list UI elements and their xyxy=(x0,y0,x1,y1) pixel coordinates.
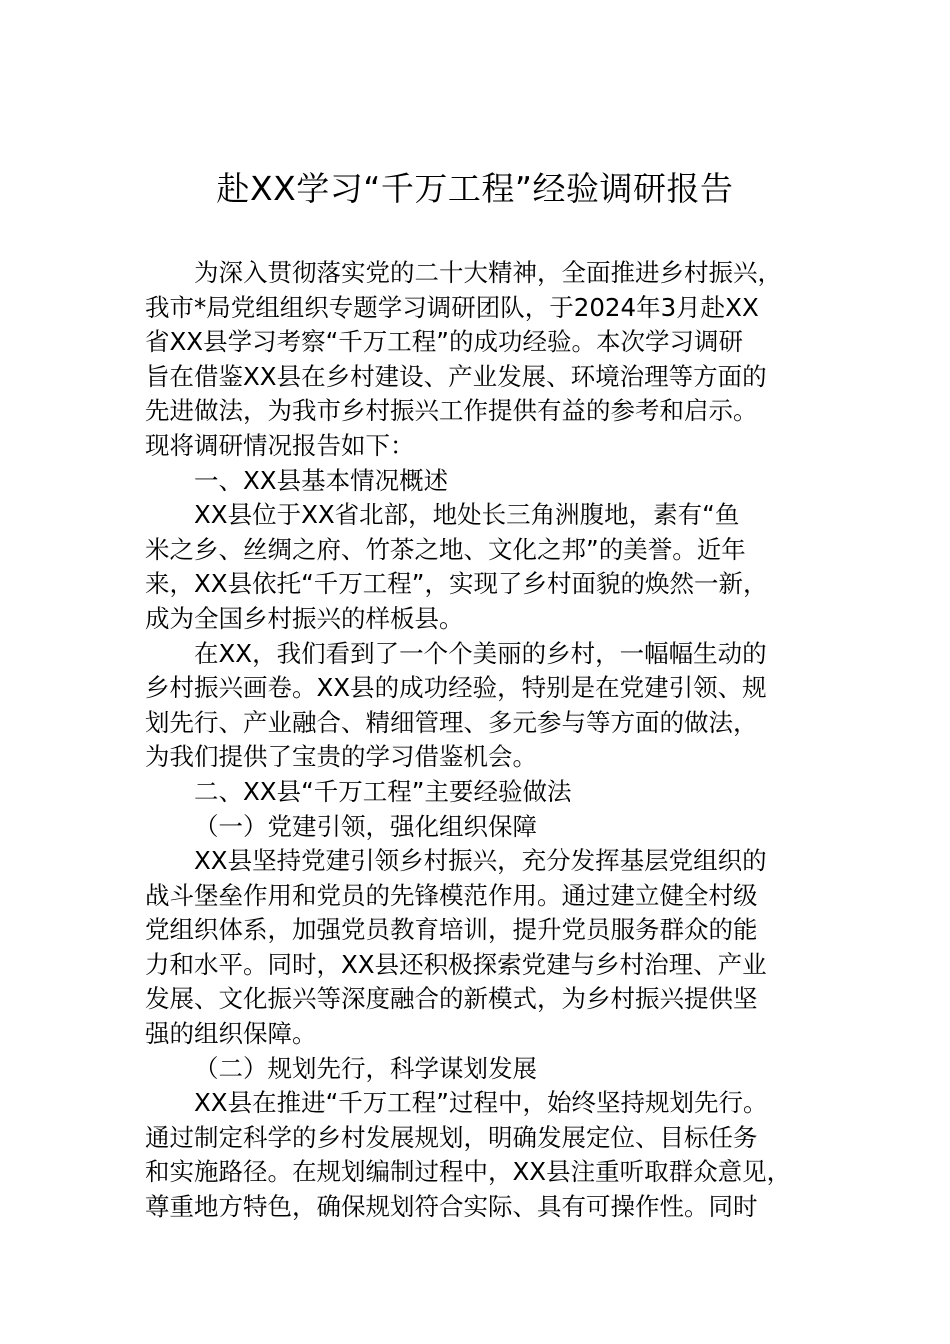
paragraph-line: 为我们提供了宝贵的学习借鉴机会。 xyxy=(145,742,537,772)
paragraph-line: 为深入贯彻落实党的二十大精神，全面推进乡村振兴， xyxy=(194,258,782,287)
paragraph-line: 发展、文化振兴等深度融合的新模式，为乡村振兴提供坚 xyxy=(145,984,758,1014)
paragraph-line: 成为全国乡村振兴的样板县。 xyxy=(145,603,464,633)
paragraph-line: 先进做法，为我市乡村振兴工作提供有益的参考和启示。 xyxy=(145,396,758,426)
paragraph-line: 力和水平。同时，XX县还积极探索党建与乡村治理、产业 xyxy=(145,949,767,979)
paragraph-line: 划先行、产业融合、精细管理、多元参与等方面的做法， xyxy=(145,707,758,737)
paragraph-line: 现将调研情况报告如下： xyxy=(145,430,415,460)
paragraph-line: 和实施路径。在规划编制过程中，XX县注重听取群众意见， xyxy=(145,1157,792,1187)
paragraph-line: 米之乡、丝绸之府、竹茶之地、文化之邦”的美誉。近年 xyxy=(145,534,746,564)
paragraph-line: 省XX县学习考察“千万工程”的成功经验。本次学习调研 xyxy=(145,327,743,357)
paragraph-line: 我市*局党组组织专题学习调研团队，于2024年3月赴XX xyxy=(145,292,759,322)
paragraph-line: 强的组织保障。 xyxy=(145,1019,317,1049)
document-body xyxy=(145,256,835,1225)
paragraph-line: 通过制定科学的乡村发展规划，明确发展定位、目标任务 xyxy=(145,1122,758,1152)
paragraph-line: XX县在推进“千万工程”过程中，始终坚持规划先行。 xyxy=(194,1088,768,1118)
document-title: 赴XX学习“千万工程”经验调研报告 xyxy=(216,169,734,208)
paragraph-line: 一、XX县基本情况概述 xyxy=(194,465,449,495)
paragraph-line: 旨在借鉴XX县在乡村建设、产业发展、环境治理等方面的 xyxy=(145,361,767,391)
paragraph-line: 来，XX县依托“千万工程”，实现了乡村面貌的焕然一新， xyxy=(145,569,768,599)
paragraph-line: XX县位于XX省北部，地处长三角洲腹地，素有“鱼 xyxy=(194,500,740,530)
paragraph-line: XX县坚持党建引领乡村振兴，充分发挥基层党组织的 xyxy=(194,846,767,876)
paragraph-line: 战斗堡垒作用和党员的先锋模范作用。通过建立健全村级 xyxy=(145,880,758,910)
paragraph-line: 在XX，我们看到了一个个美丽的乡村，一幅幅生动的 xyxy=(194,638,767,668)
paragraph-line: 二、XX县“千万工程”主要经验做法 xyxy=(194,776,572,806)
paragraph-line: 乡村振兴画卷。XX县的成功经验，特别是在党建引领、规 xyxy=(145,673,767,703)
paragraph-line: 尊重地方特色，确保规划符合实际、具有可操作性。同时 xyxy=(145,1192,758,1222)
paragraph-line: （一）党建引领，强化组织保障 xyxy=(194,811,537,841)
paragraph-line: 党组织体系，加强党员教育培训，提升党员服务群众的能 xyxy=(145,915,758,945)
paragraph-line: （二）规划先行，科学谋划发展 xyxy=(194,1053,537,1083)
